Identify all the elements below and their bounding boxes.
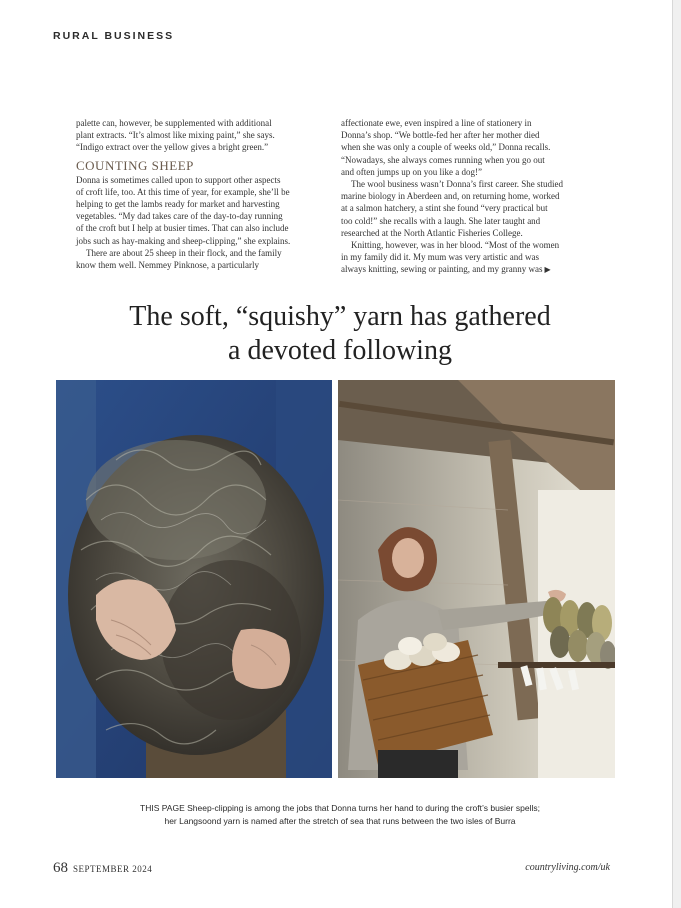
fleece-illustration <box>56 380 332 778</box>
text-line: know them well. Nemmey Pinknose, a particularly <box>76 260 259 271</box>
photo-fleece <box>56 380 332 778</box>
text-line: palette can, however, be supplemented with additional <box>76 118 272 128</box>
right-paragraph-1 <box>341 117 576 178</box>
pull-quote-line-2: a devoted following <box>228 335 452 366</box>
continue-arrow-icon: ▶ <box>544 265 551 275</box>
text-line: vegetables. “My dad takes care of the day-to-day running <box>76 211 283 222</box>
pull-quote-line-1: The soft, “squishy” yarn has gathered <box>129 301 551 332</box>
pull-quote <box>70 300 610 368</box>
text-line: jobs such as hay-making and sheep-clipping,” she explains. <box>76 235 291 246</box>
page-number: 68 <box>53 860 68 876</box>
right-paragraph-2 <box>341 178 576 239</box>
text-line: Donna is sometimes called upon to support other aspects <box>76 174 281 185</box>
text-line: There are about 25 sheep in their flock, and the family <box>86 247 282 258</box>
text-line: at a salmon hatchery, a stint she found “very practical but <box>341 203 548 214</box>
text-line: The wool business wasn’t Donna’s first career. She studied <box>351 179 564 190</box>
text-line: too cold!” she recalls with a laugh. She later taught and <box>341 215 541 226</box>
section-label: RURAL BUSINESS <box>53 30 175 42</box>
text-line: marine biology in Aberdeen and, on returning home, worked <box>341 191 560 202</box>
left-paragraph-2 <box>76 174 311 247</box>
text-line: Knitting, however, was in her blood. “Most of the women <box>351 240 560 251</box>
text-line-content: always knitting, sewing or painting, and my granny was <box>341 264 543 275</box>
text-line: plant extracts. “It’s almost like mixing paint,” she says. <box>76 130 275 141</box>
left-paragraph-3 <box>76 247 311 271</box>
text-line: of the croft but I help at busier times. That can also include <box>76 223 289 234</box>
caption-label: THIS PAGE <box>140 803 185 813</box>
left-column <box>76 117 311 271</box>
caption-line-2: her Langsoond yarn is named after the stretch of sea that runs between the two isles of Burra <box>164 816 516 826</box>
text-line: “Nowadays, she always comes running when you go out <box>341 154 545 165</box>
text-line: “Indigo extract over the yellow gives a bright green.” <box>76 142 269 153</box>
text-line: when she was only a couple of weeks old,” Donna recalls. <box>341 142 551 153</box>
right-column <box>341 117 576 277</box>
footer-website: countryliving.com/uk <box>525 862 610 873</box>
text-line: affectionate ewe, even inspired a line of stationery in <box>341 118 532 128</box>
text-line: of croft life, too. At this time of year, for example, she’ll be <box>76 186 290 197</box>
photo-yarn-basket <box>338 380 615 778</box>
text-line: researched at the North Atlantic Fisheries College. <box>341 227 523 238</box>
text-line: Donna’s shop. “We bottle-fed her after her mother died <box>341 130 540 141</box>
yarn-scene-illustration <box>338 380 615 778</box>
issue-date: SEPTEMBER 2024 <box>73 864 153 874</box>
caption-line-1 <box>70 802 610 815</box>
caption-line-1-text: Sheep-clipping is among the jobs that Donna turns her hand to during the croft’s busier spells; <box>187 803 540 813</box>
footer-folio <box>53 860 152 877</box>
text-line: helping to get the lambs ready for market and harvesting <box>76 199 280 210</box>
subhead-counting-sheep: COUNTING SHEEP <box>76 157 194 173</box>
right-paragraph-3 <box>341 239 576 277</box>
text-line: and often jumps up on you like a dog!” <box>341 166 482 177</box>
photo-caption <box>70 802 610 828</box>
text-line <box>341 263 576 276</box>
text-line: in my family did it. My mum was very artistic and was <box>341 252 539 263</box>
left-paragraph-1 <box>76 117 311 154</box>
